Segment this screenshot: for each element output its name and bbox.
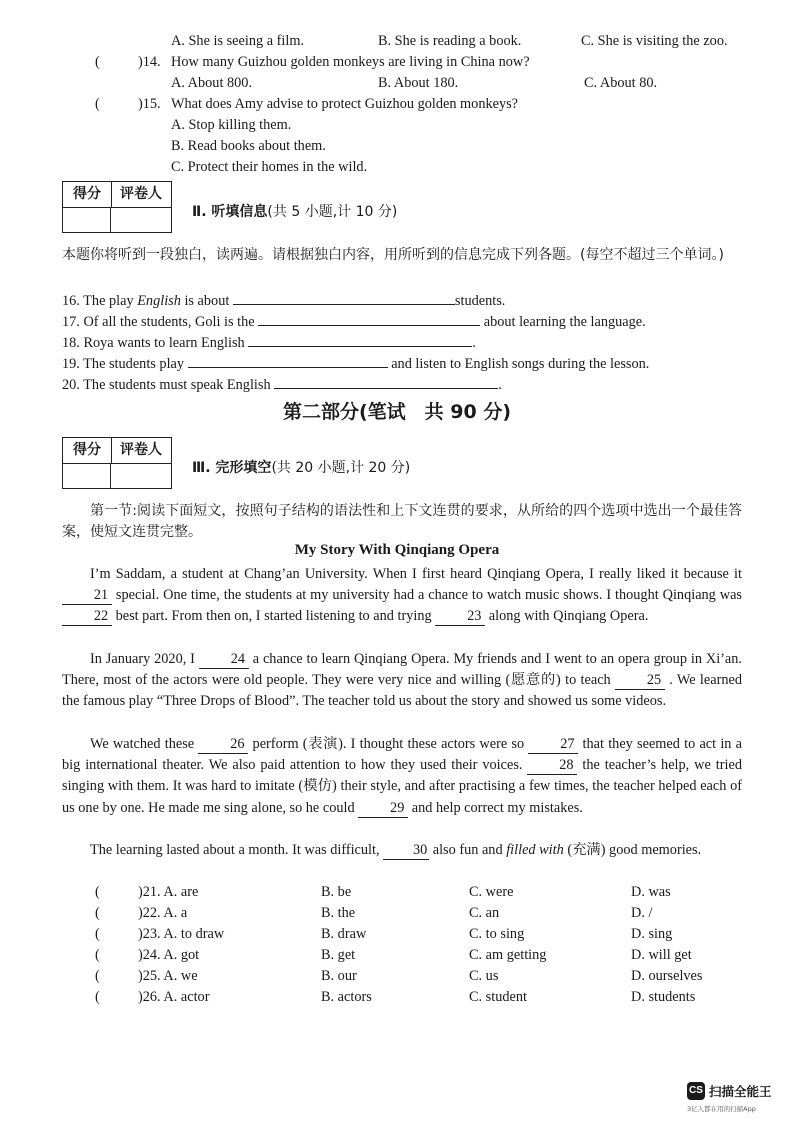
q15-option-a-row [0, 115, 794, 135]
score-box [62, 437, 172, 489]
q16-text-3: students. [454, 293, 506, 309]
q18-text-2: . [472, 335, 476, 351]
q13-option-b: B. She is reading a book. [378, 33, 522, 49]
q15-option-c-row [0, 157, 794, 177]
q16-blank[interactable] [233, 287, 455, 305]
choice-option-b: B. be [321, 884, 352, 900]
blank-30[interactable]: 30 [383, 842, 429, 860]
q14-options [0, 73, 794, 93]
choice-row-25 [0, 966, 794, 986]
q19-text-2: and listen to English songs during the lesson. [387, 356, 650, 372]
answer-paren[interactable]: ( [95, 96, 100, 112]
q15-option-b-row [0, 136, 794, 156]
choice-option-a: )23. A. to draw [138, 926, 225, 942]
q13-option-c: C. She is visiting the zoo. [581, 33, 728, 49]
choice-option-c: C. us [469, 968, 499, 984]
blank-27[interactable]: 27 [528, 736, 578, 754]
score-box [62, 181, 172, 233]
choice-option-c: C. were [469, 884, 514, 900]
blank-21[interactable]: 21 [62, 587, 112, 605]
choice-option-b: B. our [321, 968, 357, 984]
answer-paren[interactable]: ( [95, 905, 100, 921]
choice-option-d: D. ourselves [631, 968, 703, 984]
choice-option-b: B. the [321, 905, 356, 921]
q19 [0, 350, 794, 370]
score-label: 得分 [63, 182, 112, 207]
choice-option-a: )21. A. are [138, 884, 199, 900]
grader-label: 评卷人 [120, 186, 162, 202]
section-2-meta: (共 5 小题,计 10 分) [267, 204, 398, 220]
blank-23[interactable]: 23 [435, 608, 485, 626]
choice-option-c: C. student [469, 989, 527, 1005]
choice-option-c: C. an [469, 905, 500, 921]
q20-text-2: . [498, 377, 502, 393]
choice-option-b: B. actors [321, 989, 372, 1005]
q19-blank[interactable] [188, 350, 388, 368]
answer-paren[interactable]: ( [95, 968, 100, 984]
choice-option-a: )25. A. we [138, 968, 198, 984]
q17-blank[interactable] [258, 308, 480, 326]
passage-paragraph-2: In January 2020, I 24 a chance to learn Qinqiang Opera. My friends and I went to an opera group in Xi’an. There, most of the actors were old people. They were very nice and willing (愿意的) to teach 25 . We learned the famous play “Three Drops of Blood”. The teacher told us about the story and showed us some videos. [62, 651, 742, 710]
q20 [0, 371, 794, 391]
passage-paragraph-1: I’m Saddam, a student at Chang’an University. When I first heard Qinqiang Opera, I really liked it because it 21 special. One time, the students at my university had a chance to watch music shows. I thought Qinqiang was 22 best part. From then on, I started listening to and trying 23 along with Qinqiang Opera. [62, 564, 742, 628]
question-number: )14. [138, 54, 161, 70]
answer-paren[interactable]: ( [95, 947, 100, 963]
blank-26[interactable]: 26 [198, 736, 248, 754]
watermark-name: 扫描全能王 [709, 1084, 772, 1099]
choice-row-24 [0, 945, 794, 965]
section-2-instruction: 本题你将听到一段独白，读两遍。请根据独白内容，用所听到的信息完成下列各题。(每空不超过三个单词。) [62, 247, 724, 263]
choice-row-23 [0, 924, 794, 944]
q15-stem-row [0, 94, 794, 114]
q18-blank[interactable] [248, 329, 472, 347]
q15-stem: What does Amy advise to protect Guizhou golden monkeys? [171, 96, 519, 112]
passage-paragraph-4: The learning lasted about a month. It was difficult, 30 also fun and filled with (充满) good memories. [90, 842, 702, 858]
q20-text: 20. The students must speak English [62, 377, 275, 393]
q14-stem: How many Guizhou golden monkeys are living in China now? [171, 54, 530, 70]
q16 [0, 287, 794, 307]
choice-option-d: D. / [631, 905, 653, 921]
q15-option-a: A. Stop killing them. [171, 117, 292, 133]
choice-option-d: D. will get [631, 947, 692, 963]
section-3-instruction: 第一节:阅读下面短文，按照句子结构的语法性和上下文连贯的要求，从所给的四个选项中选出一个最佳答案，使短文连贯完整。 [62, 503, 742, 540]
q15-option-b: B. Read books about them. [171, 138, 326, 154]
q14-option-a: A. About 800. [171, 75, 253, 91]
choice-option-a: )22. A. a [138, 905, 188, 921]
q17-text-2: about learning the language. [480, 314, 646, 330]
choice-option-a: )26. A. actor [138, 989, 210, 1005]
choice-option-c: C. to sing [469, 926, 525, 942]
q18 [0, 329, 794, 349]
blank-25[interactable]: 25 [615, 672, 665, 690]
section-2-title: Ⅱ. 听填信息 [192, 204, 268, 220]
q16-play-title: English [137, 293, 181, 309]
camscanner-logo-icon: CS [687, 1082, 705, 1100]
q17-text: 17. Of all the students, Goli is the [62, 314, 259, 330]
q17 [0, 308, 794, 328]
part-2-title: 第二部分(笔试 共 90 分) [282, 401, 512, 423]
q20-blank[interactable] [274, 371, 498, 389]
choice-option-c: C. am getting [469, 947, 547, 963]
choice-row-22 [0, 903, 794, 923]
q18-text: 18. Roya wants to learn English [62, 335, 249, 351]
grader-label: 评卷人 [120, 442, 162, 458]
q13-options [0, 31, 794, 51]
score-label: 得分 [63, 438, 112, 463]
blank-29[interactable]: 29 [358, 800, 408, 818]
section-3-heading [192, 457, 410, 477]
section-3-title: Ⅲ. 完形填空 [192, 460, 272, 476]
question-number: )15. [138, 96, 161, 112]
choice-option-a: )24. A. got [138, 947, 200, 963]
blank-28[interactable]: 28 [527, 757, 577, 775]
answer-paren[interactable]: ( [95, 884, 100, 900]
section-3-meta: (共 20 小题,计 20 分) [271, 460, 411, 476]
section-2-heading [192, 201, 397, 221]
q19-text: 19. The students play [62, 356, 188, 372]
passage-title: My Story With Qinqiang Opera [294, 542, 500, 558]
choice-option-b: B. draw [321, 926, 367, 942]
answer-paren[interactable]: ( [95, 54, 100, 70]
choice-option-b: B. get [321, 947, 356, 963]
q14-stem-row [0, 52, 794, 72]
choice-option-d: D. was [631, 884, 671, 900]
q16-text-2: is about [180, 293, 233, 309]
blank-22[interactable]: 22 [62, 608, 112, 626]
answer-paren[interactable]: ( [95, 989, 100, 1005]
answer-paren[interactable]: ( [95, 926, 100, 942]
choice-row-26 [0, 987, 794, 1007]
choice-option-d: D. students [631, 989, 696, 1005]
q14-option-c: C. About 80. [584, 75, 658, 91]
choice-option-d: D. sing [631, 926, 673, 942]
choice-row-21 [0, 882, 794, 902]
q16-text: 16. The play [62, 293, 138, 309]
watermark-tagline: 3亿人都在用的扫描App [687, 1105, 756, 1113]
passage-paragraph-3: We watched these 26 perform (表演). I thought these actors were so 27 that they seemed to act in a big international theater. We also paid attention to how they used their voices. 28 the teacher’s help, we tried singing with them. It was hard to imitate (模仿) their style, and after practising a few times, the teacher helped each of us one by one. He made me sing alone, so he could 29 and help correct my mistakes. [62, 736, 742, 816]
q13-option-a: A. She is seeing a film. [171, 33, 305, 49]
blank-24[interactable]: 24 [199, 651, 249, 669]
q14-option-b: B. About 180. [378, 75, 459, 91]
q15-option-c: C. Protect their homes in the wild. [171, 159, 368, 175]
